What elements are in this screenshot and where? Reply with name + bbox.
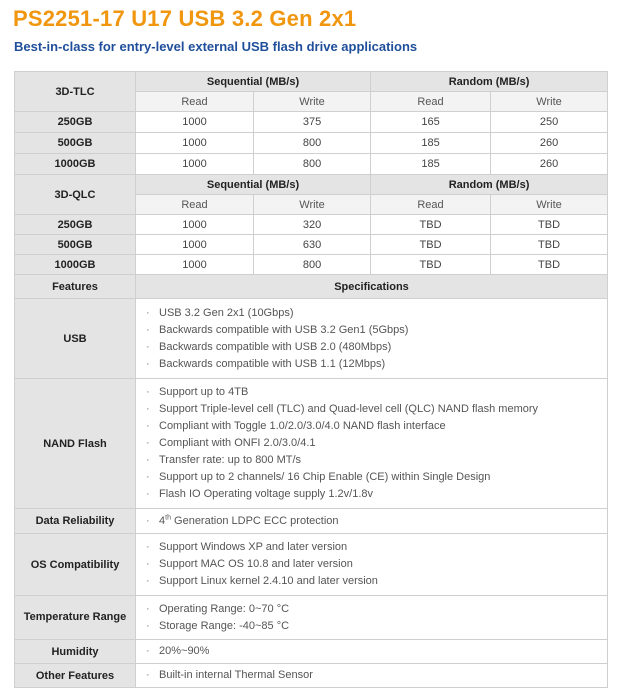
feature-row-os xyxy=(15,534,608,596)
table-row xyxy=(15,133,608,154)
feature-label-nand: NAND Flash xyxy=(15,379,136,509)
feature-label-temperature: Temperature Range xyxy=(15,596,136,640)
seq-write-cell: 800 xyxy=(254,154,371,175)
feature-row-reliability xyxy=(15,509,608,534)
seq-write-cell: 320 xyxy=(254,215,371,235)
seq-write-cell: 375 xyxy=(254,112,371,133)
feature-label-other: Other Features xyxy=(15,664,136,688)
capacity-cell: 1000GB xyxy=(15,255,136,275)
rand-write-cell: TBD xyxy=(491,255,608,275)
qlc-label: 3D-QLC xyxy=(15,175,136,215)
tlc-seq-read-header: Read xyxy=(136,92,254,112)
list-item: · Transfer rate: up to 800 MT/s xyxy=(144,452,607,469)
table-row xyxy=(15,154,608,175)
list-item: · Support up to 2 channels/ 16 Chip Enable (CE) within Single Design xyxy=(144,469,607,486)
bullet-list xyxy=(144,384,607,503)
table-row xyxy=(15,112,608,133)
feature-row-nand xyxy=(15,379,608,509)
page-title: PS2251-17 U17 USB 3.2 Gen 2x1 xyxy=(13,6,357,31)
list-item: · 20%~90% xyxy=(144,643,607,660)
tlc-label: 3D-TLC xyxy=(15,72,136,112)
table-row xyxy=(15,235,608,255)
feature-label-usb: USB xyxy=(15,299,136,379)
list-item: · Support MAC OS 10.8 and later version xyxy=(144,556,607,573)
spec-table xyxy=(14,71,608,688)
table-row xyxy=(15,255,608,275)
capacity-cell: 500GB xyxy=(15,235,136,255)
feature-label-os: OS Compatibility xyxy=(15,534,136,596)
page-subtitle: Best-in-class for entry-level external USB flash drive applications xyxy=(14,39,418,54)
rand-write-cell: 250 xyxy=(491,112,608,133)
list-item: · Support Linux kernel 2.4.10 and later version xyxy=(144,573,607,590)
bullet-list xyxy=(144,539,607,590)
list-item: · Storage Range: -40~85 °C xyxy=(144,618,607,635)
bullet-list xyxy=(144,667,607,684)
feature-specs-other xyxy=(136,664,608,688)
seq-write-cell: 630 xyxy=(254,235,371,255)
ordinal-suffix: th xyxy=(165,513,171,521)
seq-read-cell: 1000 xyxy=(136,235,254,255)
rand-read-cell: TBD xyxy=(371,235,491,255)
specs-header: Specifications xyxy=(136,275,608,299)
rand-write-cell: 260 xyxy=(491,154,608,175)
qlc-rand-header: Random (MB/s) xyxy=(371,175,608,195)
tlc-rand-read-header: Read xyxy=(371,92,491,112)
feature-specs-usb xyxy=(136,299,608,379)
qlc-rand-write-header: Write xyxy=(491,195,608,215)
list-item: · Backwards compatible with USB 2.0 (480Mbps) xyxy=(144,339,607,356)
tlc-header-row xyxy=(15,72,608,92)
seq-read-cell: 1000 xyxy=(136,215,254,235)
seq-read-cell: 1000 xyxy=(136,112,254,133)
rand-write-cell: TBD xyxy=(491,215,608,235)
feature-row-temperature xyxy=(15,596,608,640)
list-item: · Operating Range: 0~70 °C xyxy=(144,601,607,618)
feature-row-humidity xyxy=(15,640,608,664)
bullet-list xyxy=(144,305,607,373)
features-header: Features xyxy=(15,275,136,299)
bullet-list xyxy=(144,643,607,660)
seq-write-cell: 800 xyxy=(254,255,371,275)
feature-specs-reliability xyxy=(136,509,608,534)
feature-row-usb xyxy=(15,299,608,379)
list-item: · Support Triple-level cell (TLC) and Quad-level cell (QLC) NAND flash memory xyxy=(144,401,607,418)
tlc-seq-header: Sequential (MB/s) xyxy=(136,72,371,92)
table-row xyxy=(15,215,608,235)
tlc-rand-write-header: Write xyxy=(491,92,608,112)
seq-read-cell: 1000 xyxy=(136,133,254,154)
list-item: · Support up to 4TB xyxy=(144,384,607,401)
ldpc-generation-number: 4 xyxy=(159,514,166,527)
bullet-list xyxy=(144,601,607,635)
capacity-cell: 500GB xyxy=(15,133,136,154)
list-item: · Compliant with ONFI 2.0/3.0/4.1 xyxy=(144,435,607,452)
list-item: · Backwards compatible with USB 3.2 Gen1 (5Gbps) xyxy=(144,322,607,339)
list-item: · Built-in internal Thermal Sensor xyxy=(144,667,607,684)
qlc-rand-read-header: Read xyxy=(371,195,491,215)
qlc-seq-read-header: Read xyxy=(136,195,254,215)
feature-specs-nand xyxy=(136,379,608,509)
rand-read-cell: TBD xyxy=(371,215,491,235)
tlc-seq-write-header: Write xyxy=(254,92,371,112)
ldpc-text: Generation LDPC ECC protection xyxy=(170,514,339,527)
rand-write-cell: 260 xyxy=(491,133,608,154)
feature-specs-os xyxy=(136,534,608,596)
feature-row-other xyxy=(15,664,608,688)
seq-read-cell: 1000 xyxy=(136,255,254,275)
feature-specs-humidity xyxy=(136,640,608,664)
list-item: · Flash IO Operating voltage supply 1.2v/1.8v xyxy=(144,486,607,503)
capacity-cell: 1000GB xyxy=(15,154,136,175)
list-item: · USB 3.2 Gen 2x1 (10Gbps) xyxy=(144,305,607,322)
seq-write-cell: 800 xyxy=(254,133,371,154)
qlc-header-row xyxy=(15,175,608,195)
feature-label-humidity: Humidity xyxy=(15,640,136,664)
feature-label-reliability: Data Reliability xyxy=(15,509,136,534)
rand-write-cell: TBD xyxy=(491,235,608,255)
bullet-list xyxy=(144,513,607,530)
rand-read-cell: TBD xyxy=(371,255,491,275)
list-item: · Backwards compatible with USB 1.1 (12Mbps) xyxy=(144,356,607,373)
qlc-seq-write-header: Write xyxy=(254,195,371,215)
qlc-seq-header: Sequential (MB/s) xyxy=(136,175,371,195)
seq-read-cell: 1000 xyxy=(136,154,254,175)
capacity-cell: 250GB xyxy=(15,112,136,133)
rand-read-cell: 165 xyxy=(371,112,491,133)
feature-specs-temperature xyxy=(136,596,608,640)
list-item xyxy=(144,513,607,530)
capacity-cell: 250GB xyxy=(15,215,136,235)
tlc-rand-header: Random (MB/s) xyxy=(371,72,608,92)
rand-read-cell: 185 xyxy=(371,154,491,175)
list-item: · Compliant with Toggle 1.0/2.0/3.0/4.0 NAND flash interface xyxy=(144,418,607,435)
list-item: · Support Windows XP and later version xyxy=(144,539,607,556)
rand-read-cell: 185 xyxy=(371,133,491,154)
features-header-row xyxy=(15,275,608,299)
